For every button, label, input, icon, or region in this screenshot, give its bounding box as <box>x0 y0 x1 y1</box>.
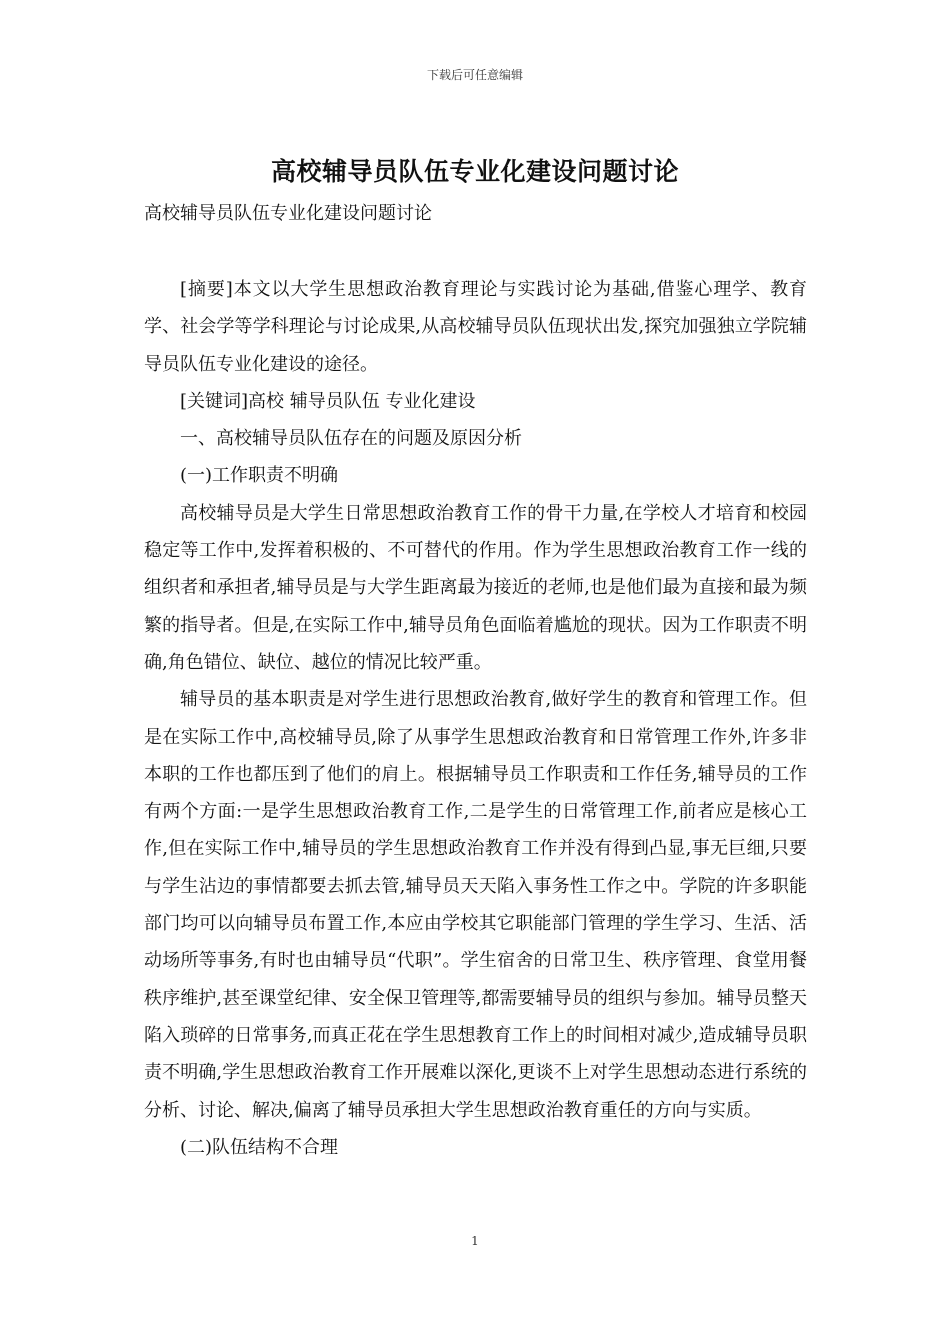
body-paragraph: 高校辅导员是大学生日常思想政治教育工作的骨干力量,在学校人才培育和校园稳定等工作中,发挥着积极的、不可替代的作用。作为学生思想政治教育工作一线的组织者和承担者,辅导员是与大学生距离最为接近的老师,也是他们最为直接和最为频繁的指导者。但是,在实际工作中,辅导员角色面临着尴尬的现状。因为工作职责不明确,角色错位、缺位、越位的情况比较严重。 <box>144 502 807 673</box>
document-subtitle: 高校辅导员队伍专业化建设问题讨论 <box>144 203 432 224</box>
subsection-heading: (一)工作职责不明确 <box>180 465 339 487</box>
abstract-paragraph: [摘要]本文以大学生思想政治教育理论与实践讨论为基础,借鉴心理学、教育学、社会学等学科理论与讨论成果,从高校辅导员队伍现状出发,探究加强独立学院辅导员队伍专业化建设的途径。 <box>144 279 807 375</box>
keywords-paragraph: [关键词]高校 辅导员队伍 专业化建设 <box>180 390 476 412</box>
document-body <box>144 271 807 1166</box>
page-number: 1 <box>471 1234 479 1248</box>
page-header-note: 下载后可任意编辑 <box>426 68 523 82</box>
subsection-heading: (二)队伍结构不合理 <box>180 1136 339 1158</box>
document-title: 高校辅导员队伍专业化建设问题讨论 <box>270 157 679 186</box>
body-paragraph: 辅导员的基本职责是对学生进行思想政治教育,做好学生的教育和管理工作。但是在实际工作中,高校辅导员,除了从事学生思想政治教育和日常管理工作外,许多非本职的工作也都压到了他们的肩上。根据辅导员工作职责和工作任务,辅导员的工作有两个方面:一是学生思想政治教育工作,二是学生的日常管理工作,前者应是核心工作,但在实际工作中,辅导员的学生思想政治教育工作并没有得到凸显,事无巨细,只要与学生沾边的事情都要去抓去管,辅导员天天陷入事务性工作之中。学院的许多职能部门均可以向辅导员布置工作,本应由学校其它职能部门管理的学生学习、生活、活动场所等事务,有时也由辅导员“代职”。学生宿舍的日常卫生、秩序管理、食堂用餐秩序维护,甚至课堂纪律、安全保卫管理等,都需要辅导员的组织与参加。辅导员整天陷入琐碎的日常事务,而真正花在学生思想教育工作上的时间相对减少,造成辅导员职责不明确,学生思想政治教育工作开展难以深化,更谈不上对学生思想动态进行系统的分析、讨论、解决,偏离了辅导员承担大学生思想政治教育重任的方向与实质。 <box>144 689 807 1121</box>
section-heading: 一、高校辅导员队伍存在的问题及原因分析 <box>180 428 522 450</box>
